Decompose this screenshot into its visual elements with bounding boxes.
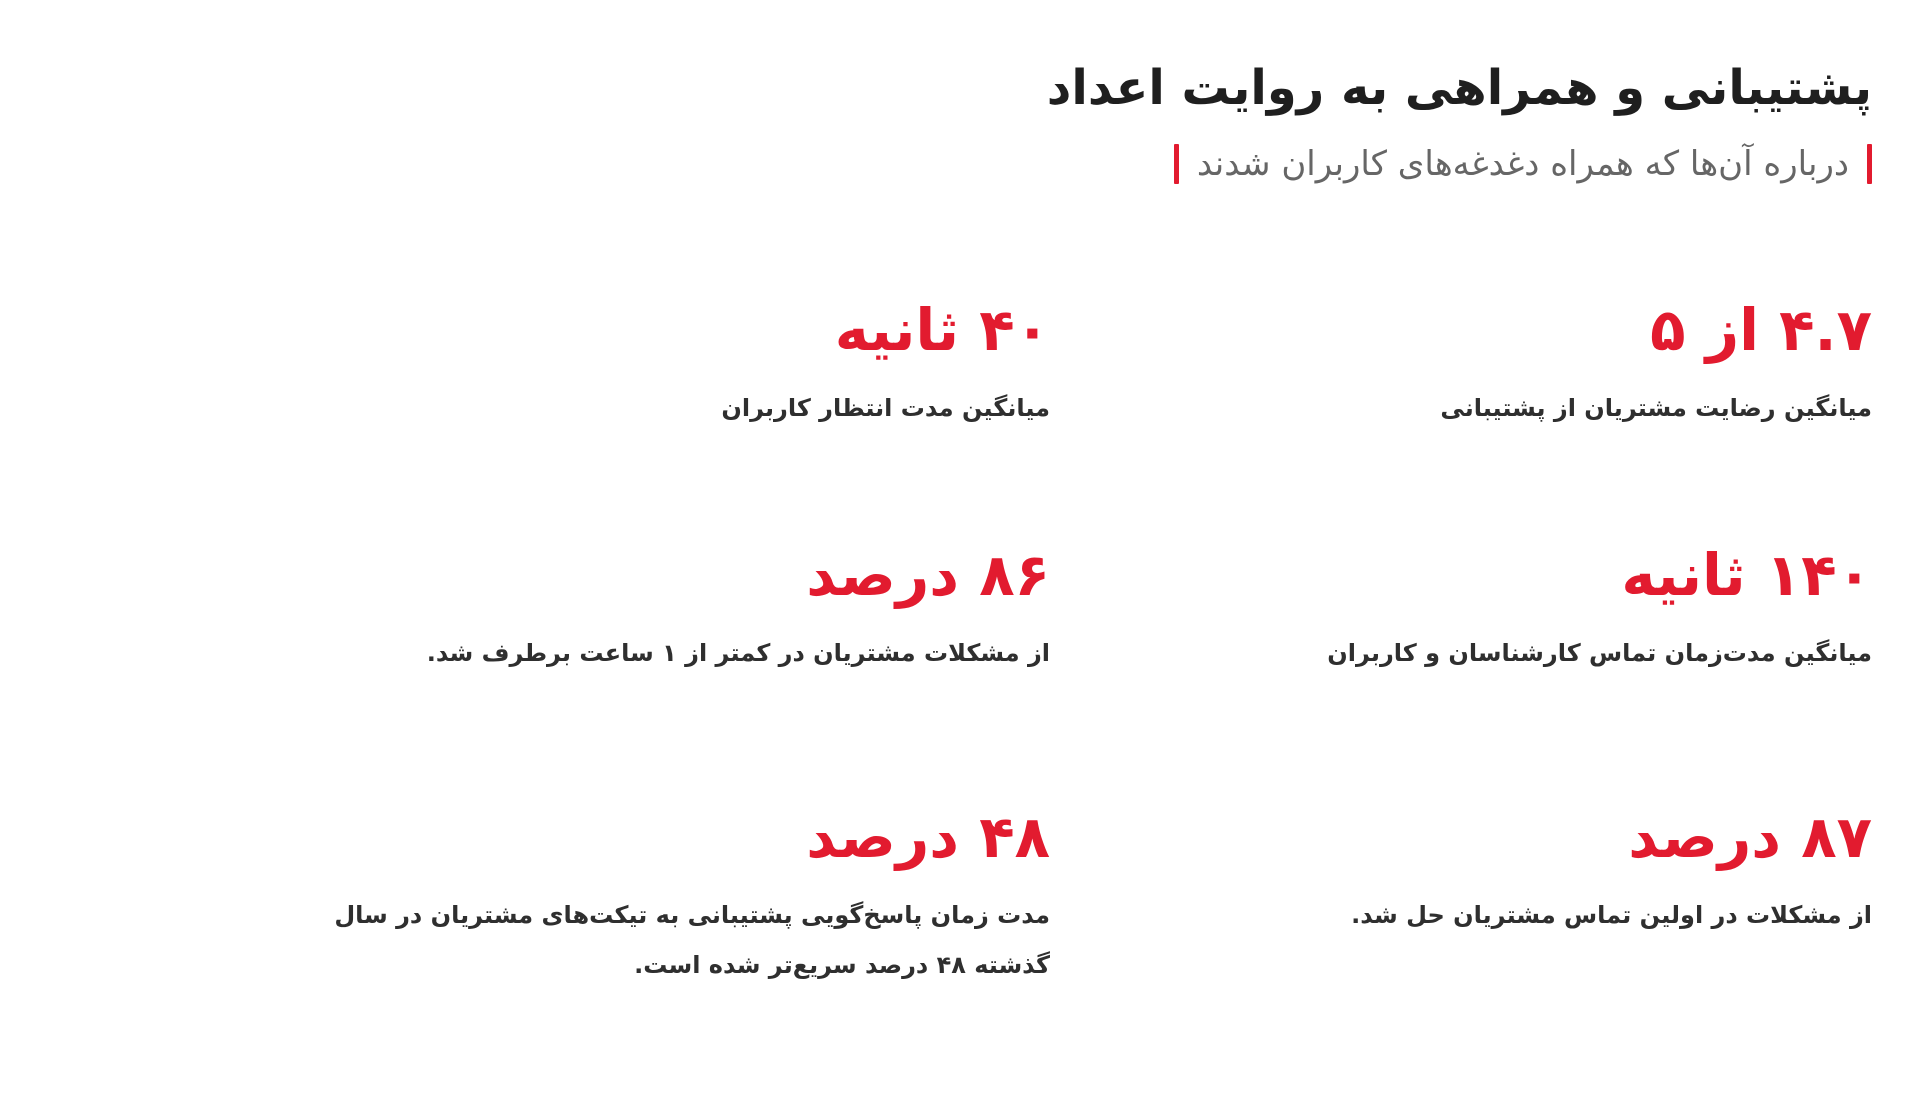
stat-value: ۸۶ درصد [806, 541, 1050, 609]
stat-satisfaction [1152, 295, 1872, 433]
stat-description: میانگین رضایت مشتریان از پشتیبانی [1440, 394, 1872, 422]
stat-description: میانگین مدت انتظار کاربران [721, 394, 1050, 422]
section-subtitle: درباره آن‌ها که همراه دغدغه‌های کاربران شدند [1196, 144, 1849, 184]
subtitle-row [972, 142, 1872, 186]
stat-description: از مشکلات مشتریان در کمتر از ۱ ساعت برطرف شد. [426, 639, 1050, 667]
stat-wait-time [330, 295, 1050, 433]
section-title: پشتیبانی و همراهی به روایت اعداد [1046, 60, 1872, 116]
stat-call-duration [1152, 540, 1872, 678]
accent-bar-left [1174, 144, 1179, 184]
stat-first-call-resolution [1152, 802, 1872, 940]
stat-value: ۴۸ درصد [806, 803, 1050, 871]
stat-description: از مشکلات در اولین تماس مشتریان حل شد. [1351, 901, 1872, 929]
stat-value: ۴.۷ از ۵ [1650, 296, 1872, 364]
stat-ticket-response-improvement [330, 802, 1050, 990]
section-header [972, 58, 1872, 186]
stat-description: میانگین مدت‌زمان تماس کارشناسان و کاربران [1327, 639, 1872, 667]
stat-resolved-within-hour [330, 540, 1050, 678]
stat-value: ۱۴۰ ثانیه [1621, 541, 1872, 609]
accent-bar-right [1867, 144, 1872, 184]
stat-value: ۸۷ درصد [1628, 803, 1872, 871]
stat-value: ۴۰ ثانیه [834, 296, 1050, 364]
stat-description: مدت زمان پاسخ‌گویی پشتیبانی به تیکت‌های مشتریان در سال گذشته ۴۸ درصد سریع‌تر شده است. [334, 901, 1050, 979]
